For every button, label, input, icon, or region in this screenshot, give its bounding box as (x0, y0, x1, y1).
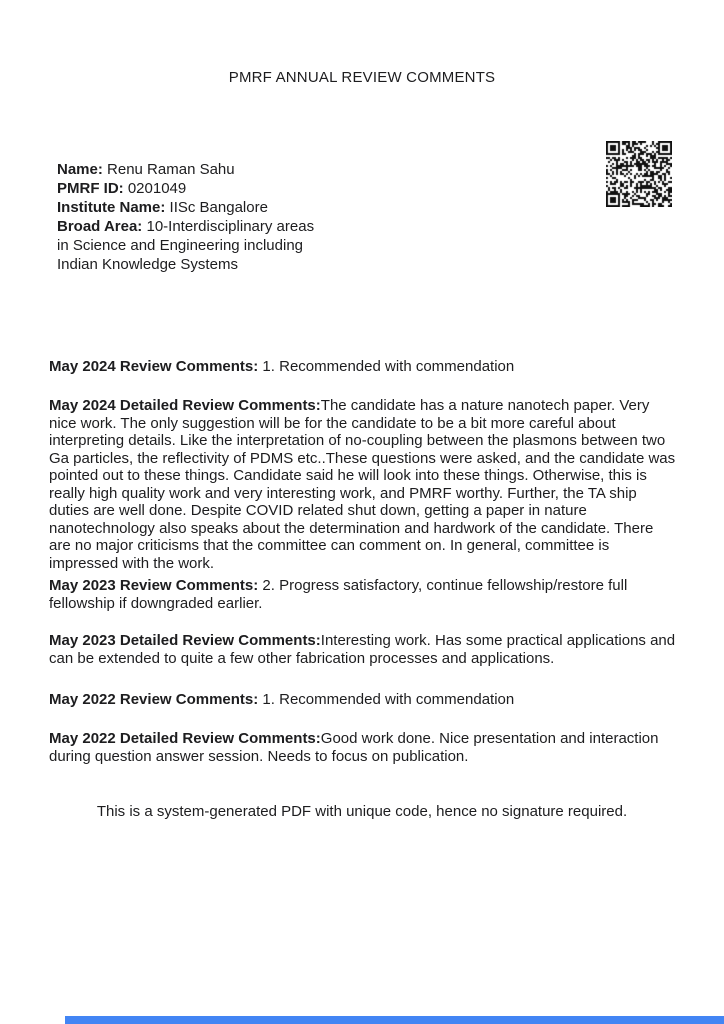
institute-row (57, 198, 329, 217)
candidate-info-block (57, 160, 329, 274)
pmrf-id-row (57, 179, 329, 198)
candidate-name-value: Renu Raman Sahu (107, 161, 235, 178)
broad-area-row (57, 217, 329, 274)
candidate-name-row (57, 160, 329, 179)
review-section-may-2023-detailed (49, 632, 679, 667)
review-label: May 2023 Detailed Review Comments: (49, 632, 321, 649)
review-label: May 2023 Review Comments: (49, 577, 259, 594)
broad-area-value: 10-Interdisciplinary areas in Science and Engineering including Indian Knowledge Systems (57, 218, 315, 273)
institute-label: Institute Name: (57, 199, 166, 216)
pmrf-id-value: 0201049 (127, 180, 187, 197)
review-label: May 2022 Review Comments: (49, 691, 259, 708)
review-label: May 2024 Review Comments: (49, 358, 259, 375)
review-text: The candidate has a nature nanotech paper. Very nice work. The only suggestion will be for the candidate to be a bit more careful about interpreting details. Like the interpretation of no-coupling between the plasmons between two Ga particles, the reflectivity of PDMS etc..These questions were asked, and the candidate was pointed out to these things. Candidate said he will look into these things. Otherwise, this is really high quality work and very interesting work, and PMRF worthy. Further, the TA ship duties are well done. Despite COVID related shut down, getting a paper in nature nanotechnology also speaks about the determination and hardwork of the candidate. There are no major criticisms that the committee can comment on. In general, committee is impressed with the work. (49, 397, 676, 572)
qr-code-image (606, 141, 672, 207)
review-text: 1. Recommended with commendation (258, 358, 515, 375)
system-generated-note: This is a system-generated PDF with unique code, hence no signature required. (96, 803, 628, 820)
pmrf-id-label: PMRF ID: (57, 180, 124, 197)
review-text: Good work done. Nice presentation and interaction during question answer session. Needs to focus on publication. (49, 730, 659, 765)
review-section-may-2022-summary (49, 691, 679, 709)
review-text: 1. Recommended with commendation (258, 691, 515, 708)
review-section-may-2023-summary (49, 577, 679, 612)
review-label: May 2022 Detailed Review Comments: (49, 730, 321, 747)
institute-value: IISc Bangalore (169, 199, 268, 216)
review-section-may-2024-summary (49, 358, 679, 376)
review-text: 2. Progress satisfactory, continue fellowship/restore full fellowship if downgraded earlier. (49, 577, 628, 612)
broad-area-label: Broad Area: (57, 218, 143, 235)
review-section-may-2024-detailed (49, 397, 679, 572)
review-section-may-2022-detailed (49, 730, 679, 765)
candidate-name-label: Name: (57, 161, 103, 178)
horizontal-scrollbar-thumb[interactable] (65, 1016, 724, 1024)
page-title: PMRF ANNUAL REVIEW COMMENTS (228, 69, 496, 86)
review-label: May 2024 Detailed Review Comments: (49, 397, 321, 414)
review-text: Interesting work. Has some practical applications and can be extended to quite a few other fabrication processes and applications. (49, 632, 676, 667)
